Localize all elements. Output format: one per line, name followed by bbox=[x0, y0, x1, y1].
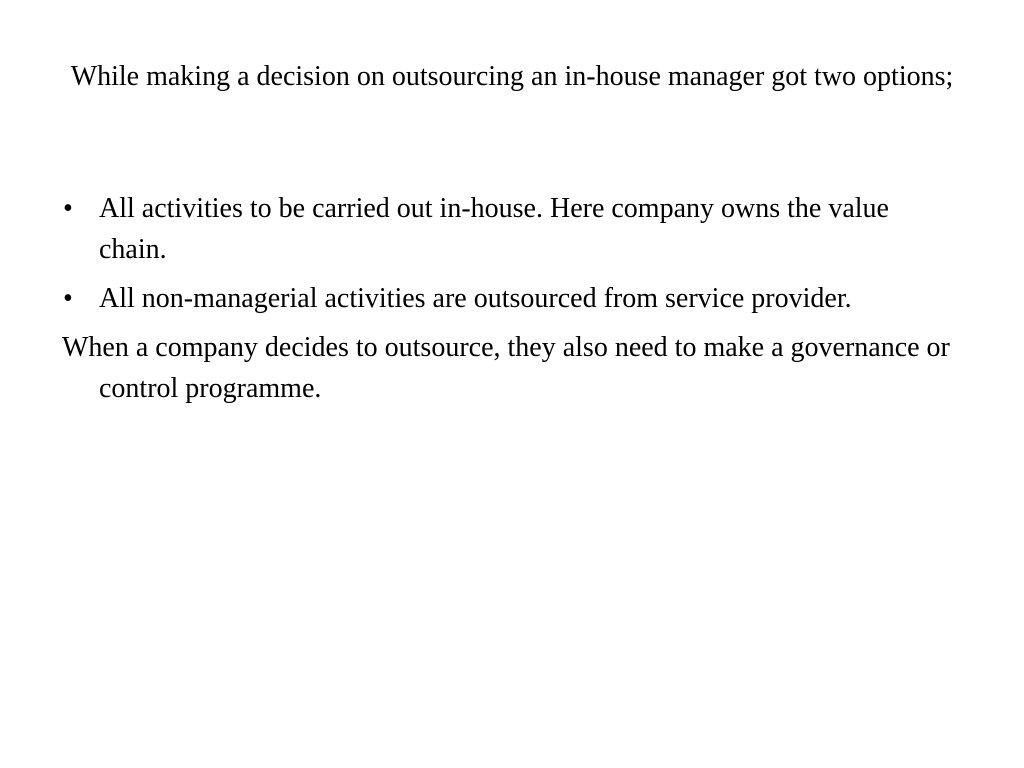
bullet-text: All activities to be carried out in-house. Here company owns the value chain. bbox=[99, 193, 889, 265]
bullet-list bbox=[62, 188, 962, 319]
bullet-text: All non-managerial activities are outsourced from service provider. bbox=[99, 283, 852, 314]
slide-body bbox=[62, 188, 962, 409]
slide-title: While making a decision on outsourcing an in-house manager got two options; bbox=[70, 61, 954, 92]
bullet-item bbox=[62, 278, 962, 319]
bullet-icon: • bbox=[63, 283, 73, 314]
bullet-item bbox=[62, 188, 962, 270]
bullet-icon: • bbox=[63, 193, 73, 224]
closing-paragraph: When a company decides to outsource, they also need to make a governance or control programme. bbox=[62, 332, 950, 404]
